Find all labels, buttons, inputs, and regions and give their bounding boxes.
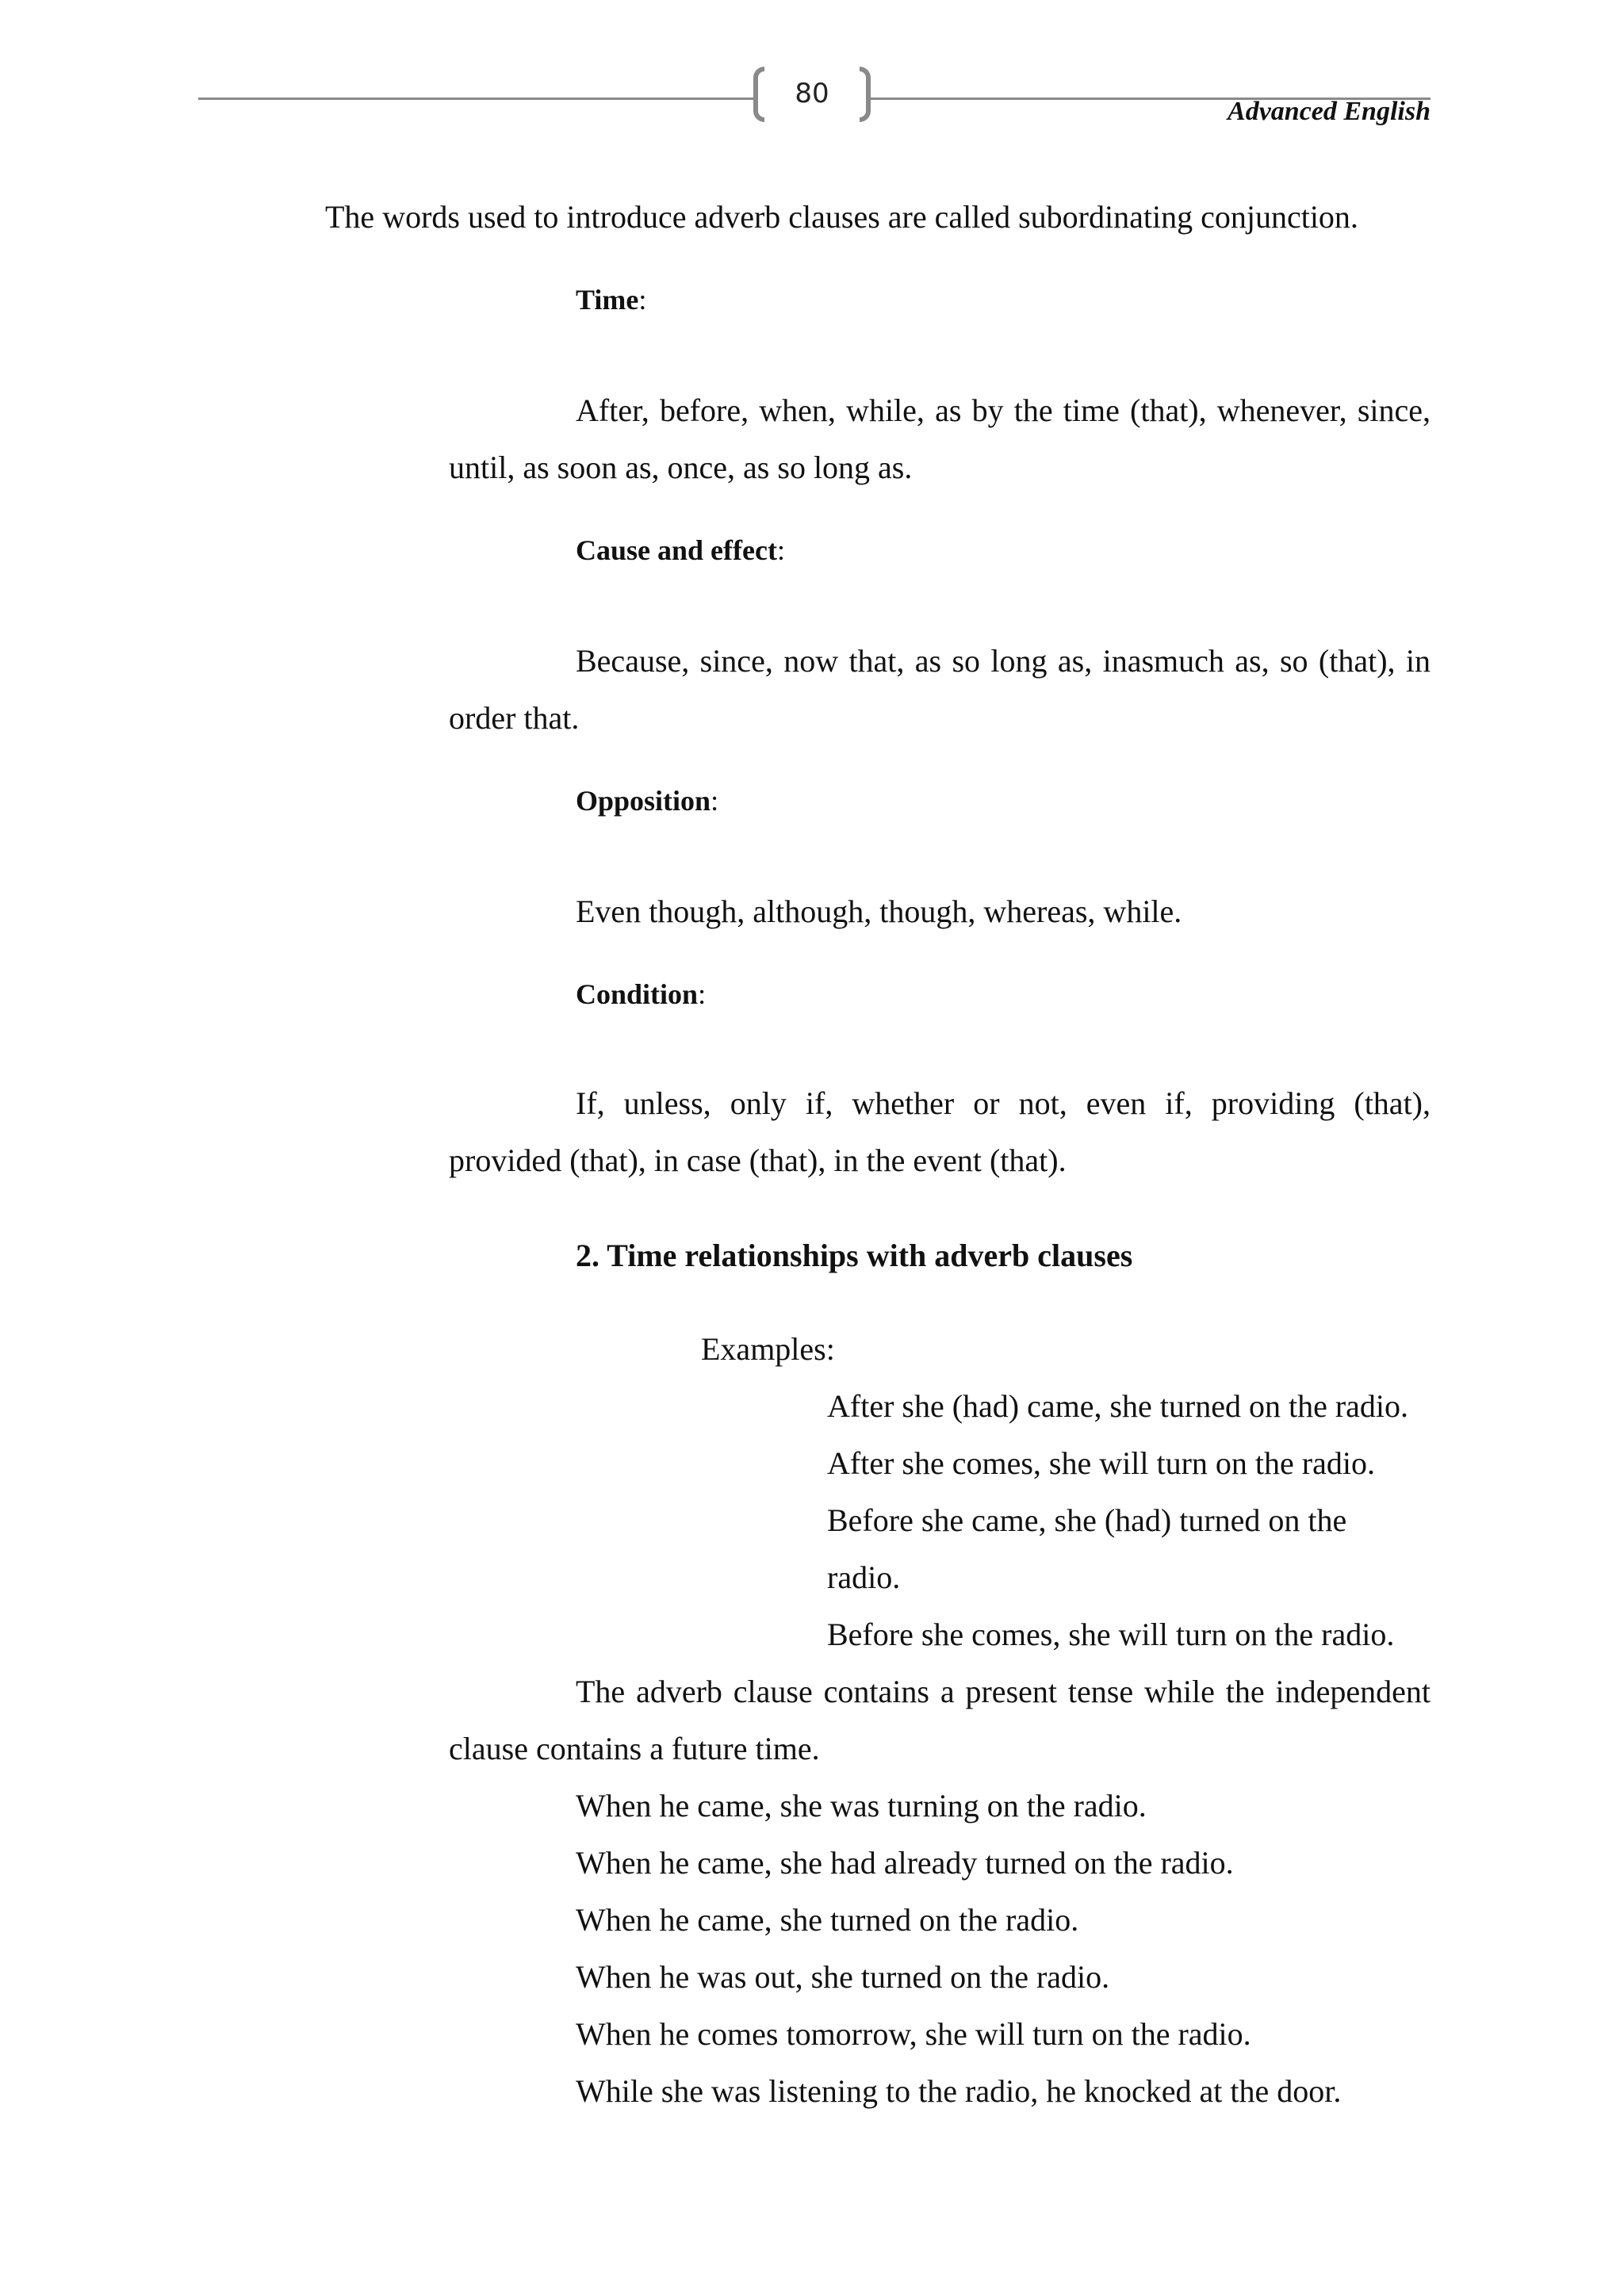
category-text-condition: If, unless, only if, whether or not, even if, providing (that), provided (that), in case (that), in the event (that).: [449, 1085, 1431, 1178]
example-line: radio.: [827, 1559, 901, 1595]
example-line: After she comes, she will turn on the radio.: [827, 1445, 1375, 1481]
sentence-line: When he came, she had already turned on the radio.: [576, 1845, 1234, 1881]
example-line: After she (had) came, she turned on the radio.: [827, 1388, 1409, 1424]
category-text-opposition: Even though, although, though, whereas, while.: [576, 894, 1182, 929]
intro-paragraph: The words used to introduce adverb clauses are called subordinating conjunction.: [325, 199, 1358, 235]
sentence-line: When he came, she was turning on the radio.: [576, 1788, 1147, 1823]
sentence-line: While she was listening to the radio, he knocked at the door.: [576, 2073, 1342, 2109]
category-heading-opposition: Opposition:: [576, 785, 719, 817]
example-line: Before she came, she (had) turned on the: [827, 1502, 1347, 1538]
page-number-left-bracket: [753, 67, 764, 122]
category-heading-cause-effect: Cause and effect:: [576, 534, 785, 566]
examples-label: Examples:: [701, 1331, 835, 1367]
running-title: Advanced English: [1228, 97, 1431, 126]
header-rule-left: [198, 98, 753, 100]
sentence-line: When he comes tomorrow, she will turn on the radio.: [576, 2016, 1251, 2052]
tense-note: The adverb clause contains a present tense while the independent clause contains a future time.: [449, 1674, 1431, 1766]
page-number: 80: [795, 78, 829, 109]
category-heading-condition: Condition:: [576, 978, 707, 1010]
category-text-time: After, before, when, while, as by the time (that), whenever, since, until, as soon as, once, as so long as.: [449, 392, 1431, 485]
category-text-cause-effect: Because, since, now that, as so long as, inasmuch as, so (that), in order that.: [449, 643, 1431, 736]
page-number-right-bracket: [860, 67, 871, 122]
sentence-line: When he was out, she turned on the radio.: [576, 1959, 1110, 1995]
sentence-line: When he came, she turned on the radio.: [576, 1902, 1079, 1938]
category-heading-time: Time:: [576, 284, 647, 316]
example-line: Before she comes, she will turn on the radio.: [827, 1617, 1395, 1652]
section-title: 2. Time relationships with adverb clauses: [576, 1238, 1133, 1273]
